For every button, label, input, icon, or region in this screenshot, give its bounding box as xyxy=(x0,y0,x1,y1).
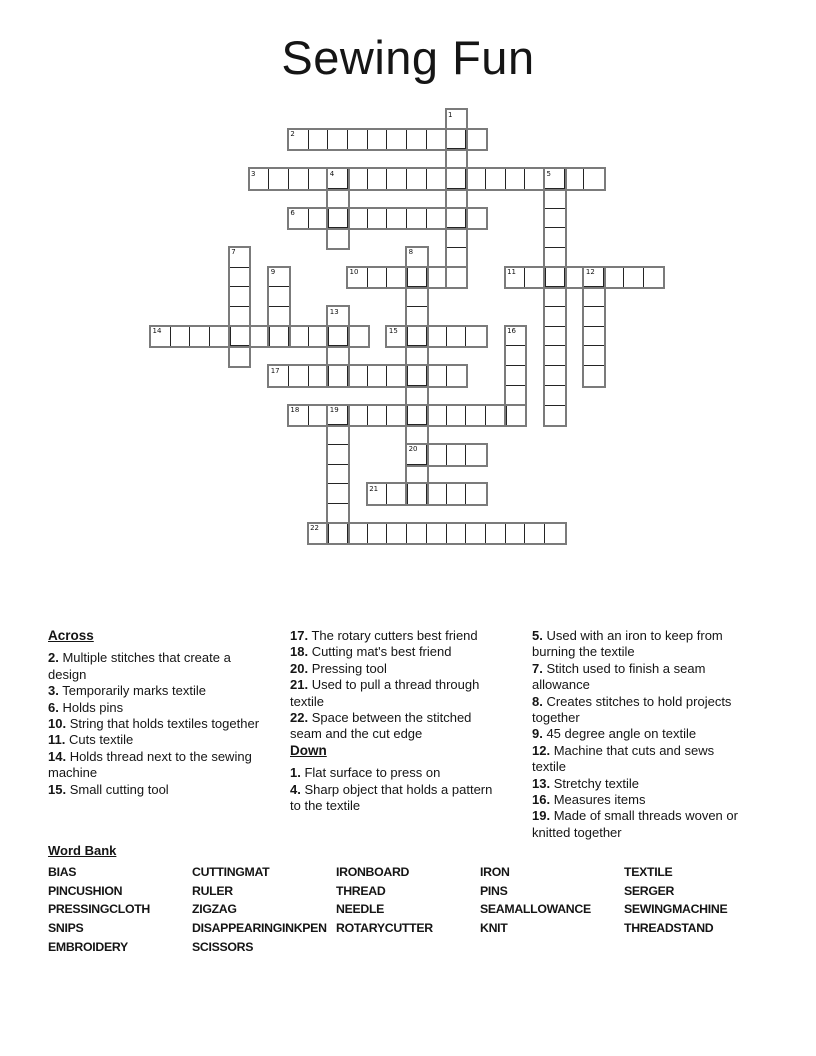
clue-down-9: 9. 45 degree angle on textile xyxy=(532,726,697,742)
crossword-cell[interactable] xyxy=(465,405,487,427)
clue-across-20: 20. Pressing tool xyxy=(290,660,387,676)
clue-across-14: 14. Holds thread next to the sewing machine xyxy=(48,748,252,781)
crossword-cell[interactable] xyxy=(406,365,428,387)
crossword-cell[interactable] xyxy=(308,326,330,348)
clue-down-12: 12. Machine that cuts and sews textile xyxy=(532,742,715,775)
crossword-cell[interactable] xyxy=(544,227,566,249)
word-bank-item: NEEDLE xyxy=(336,902,385,917)
crossword-cell[interactable] xyxy=(386,168,408,190)
clue-number: 10 xyxy=(349,268,359,277)
crossword-cell[interactable] xyxy=(446,405,468,427)
crossword-cell[interactable] xyxy=(544,405,566,427)
clue-number: 20 xyxy=(408,445,418,454)
crossword-cell[interactable] xyxy=(347,208,369,230)
crossword-cell[interactable] xyxy=(446,148,468,170)
clue-across-17: 17. The rotary cutters best friend xyxy=(290,628,478,643)
crossword-cell[interactable] xyxy=(505,168,527,190)
crossword-cell[interactable] xyxy=(446,523,468,545)
crossword-cell[interactable] xyxy=(544,345,566,367)
word-bank-item: CUTTINGMAT xyxy=(192,865,270,879)
crossword-cell[interactable] xyxy=(406,523,428,545)
clue-down-7: 7. Stitch used to finish a seam allowance xyxy=(532,660,706,693)
crossword-cell[interactable] xyxy=(426,326,448,348)
crossword-cell[interactable] xyxy=(288,365,310,387)
crossword-cell[interactable] xyxy=(327,188,349,210)
crossword-cell[interactable] xyxy=(170,326,192,348)
crossword-cell[interactable] xyxy=(386,129,408,151)
clue-number: 16 xyxy=(507,327,517,336)
crossword-cell[interactable] xyxy=(229,267,251,289)
clue-number: 3 xyxy=(251,169,256,178)
crossword-cell[interactable] xyxy=(347,168,369,190)
word-bank-item: ZIGZAG xyxy=(192,902,237,917)
crossword-cell[interactable] xyxy=(189,326,211,348)
crossword-cell[interactable] xyxy=(446,267,468,289)
clue-column-3 xyxy=(532,628,739,841)
crossword-cell[interactable] xyxy=(544,523,566,545)
crossword-cell[interactable] xyxy=(406,405,428,427)
crossword-cell[interactable] xyxy=(386,523,408,545)
clue-column-1 xyxy=(48,628,261,798)
clue-across-21: 21. Used to pull a thread through textile xyxy=(290,677,480,709)
crossword-cell[interactable] xyxy=(465,208,487,230)
crossword-cell[interactable] xyxy=(465,326,487,348)
clue-number: 2 xyxy=(290,130,295,139)
word-bank-item: BIAS xyxy=(48,865,77,879)
crossword-cell[interactable] xyxy=(347,365,369,387)
crossword-cell[interactable] xyxy=(446,326,468,348)
clue-number: 11 xyxy=(507,268,517,277)
crossword-cell[interactable] xyxy=(544,208,566,230)
crossword-cell[interactable] xyxy=(426,483,448,505)
crossword-cell[interactable] xyxy=(524,168,546,190)
clue-column-2 xyxy=(290,628,502,814)
crossword-cell[interactable] xyxy=(544,267,566,289)
crossword-cell[interactable] xyxy=(583,365,605,387)
crossword-cell[interactable] xyxy=(505,365,527,387)
crossword-cell[interactable] xyxy=(485,405,507,427)
crossword-cell[interactable] xyxy=(505,405,527,427)
crossword-cell[interactable] xyxy=(327,503,349,525)
crossword-cell[interactable] xyxy=(446,188,468,210)
clue-across-22: 22. Space between the stitched seam and the cut edge xyxy=(290,710,472,742)
crossword-cell[interactable] xyxy=(327,345,349,367)
crossword-cell[interactable] xyxy=(544,326,566,348)
crossword-cell[interactable] xyxy=(327,424,349,446)
word-bank-item: IRONBOARD xyxy=(336,865,410,879)
word-bank-column-2 xyxy=(192,863,327,957)
word-bank-item: SNIPS xyxy=(48,921,84,936)
crossword-cell[interactable] xyxy=(308,208,330,230)
clue-number: 6 xyxy=(290,209,295,217)
crossword-cell[interactable] xyxy=(406,267,428,289)
clue-number: 9 xyxy=(270,268,276,277)
crossword-cell[interactable] xyxy=(446,247,468,269)
crossword-cell[interactable] xyxy=(386,483,408,505)
clue-number: 12 xyxy=(585,268,595,277)
clue-list-heading: Down xyxy=(290,742,327,758)
crossword-cell[interactable] xyxy=(426,365,448,387)
crossword-cell[interactable] xyxy=(426,267,448,289)
word-bank-item: SCISSORS xyxy=(192,939,254,954)
word-bank-item: SEAMALLOWANCE xyxy=(480,902,591,917)
clue-number: 21 xyxy=(369,484,379,493)
word-bank-column-5 xyxy=(624,863,727,938)
crossword-cell[interactable] xyxy=(268,286,290,308)
crossword-cell[interactable] xyxy=(426,523,448,545)
crossword-cell[interactable] xyxy=(465,129,487,151)
clue-number: 5 xyxy=(546,169,551,178)
crossword-cell[interactable] xyxy=(544,247,566,269)
word-bank-column-4 xyxy=(480,863,591,938)
crossword-cell[interactable] xyxy=(446,444,468,466)
clue-number: 19 xyxy=(329,406,339,414)
crossword-cell[interactable] xyxy=(426,444,448,466)
word-bank-column-3 xyxy=(336,863,433,938)
clue-number: 1 xyxy=(448,110,453,119)
crossword-cell[interactable] xyxy=(485,168,507,190)
crossword-cell[interactable] xyxy=(643,267,665,289)
crossword-cell[interactable] xyxy=(544,306,566,328)
crossword-cell[interactable] xyxy=(327,326,349,348)
clue-across-11: 11. Cuts textile xyxy=(48,732,134,748)
crossword-cell[interactable] xyxy=(426,129,448,151)
crossword-cell[interactable] xyxy=(347,326,369,348)
word-bank-item: THREADSTAND xyxy=(624,921,714,936)
crossword-cell[interactable] xyxy=(406,345,428,367)
crossword-cell[interactable] xyxy=(406,129,428,151)
crossword-cell[interactable] xyxy=(406,168,428,190)
word-bank-item: DISAPPEARINGINKPEN xyxy=(192,921,327,936)
crossword-cell[interactable] xyxy=(229,345,251,367)
crossword-cell[interactable] xyxy=(505,385,527,407)
crossword-cell[interactable] xyxy=(347,523,369,545)
crossword-cell[interactable] xyxy=(406,286,428,308)
clue-number: 17 xyxy=(270,366,280,375)
clue-number: 14 xyxy=(152,327,162,336)
clue-across-3: 3. Temporarily marks textile xyxy=(48,683,206,699)
clue-across-10: 10. String that holds textiles together xyxy=(48,716,260,732)
crossword-cell[interactable] xyxy=(288,168,310,190)
clue-across-2: 2. Multiple stitches that create a design xyxy=(48,650,231,682)
crossword-cell[interactable] xyxy=(406,208,428,230)
clue-number: 13 xyxy=(329,307,339,316)
crossword-cell[interactable] xyxy=(229,306,251,328)
clue-down-4: 4. Sharp object that holds a pattern to the textile xyxy=(290,781,493,814)
crossword-cell[interactable] xyxy=(327,129,349,151)
crossword-cell[interactable] xyxy=(327,444,349,466)
crossword-cell[interactable] xyxy=(426,168,448,190)
clue-number: 7 xyxy=(231,248,236,257)
crossword-cell[interactable] xyxy=(367,523,389,545)
clue-number: 18 xyxy=(290,406,300,414)
crossword-cell[interactable] xyxy=(406,306,428,328)
crossword-cell[interactable] xyxy=(406,464,428,486)
clue-across-18: 18. Cutting mat's best friend xyxy=(290,644,452,660)
crossword-cell[interactable] xyxy=(564,267,586,289)
clue-down-1: 1. Flat surface to press on xyxy=(290,765,441,781)
word-bank-item: ROTARYCUTTER xyxy=(336,921,433,936)
crossword-cell[interactable] xyxy=(465,483,487,505)
crossword-cell[interactable] xyxy=(229,326,251,348)
word-bank-item: SEWINGMACHINE xyxy=(624,902,728,917)
crossword-cell[interactable] xyxy=(229,286,251,308)
crossword-cell[interactable] xyxy=(446,208,468,230)
clue-down-16: 16. Measures items xyxy=(532,792,646,808)
crossword-cell[interactable] xyxy=(386,365,408,387)
crossword-cell[interactable] xyxy=(406,424,428,446)
word-bank-heading: Word Bank xyxy=(48,843,117,858)
crossword-cell[interactable] xyxy=(446,227,468,249)
clue-down-19: 19. Made of small threads woven or knitted together xyxy=(532,808,738,840)
crossword-cell[interactable] xyxy=(386,267,408,289)
word-bank-item: THREAD xyxy=(336,883,386,898)
word-bank-item: TEXTILE xyxy=(624,865,673,879)
clue-across-15: 15. Small cutting tool xyxy=(48,781,169,797)
clue-down-5: 5. Used with an iron to keep from burning the textile xyxy=(532,628,723,660)
crossword-cell[interactable] xyxy=(583,286,605,308)
word-bank-item: EMBROIDERY xyxy=(48,939,128,954)
crossword-cell[interactable] xyxy=(308,365,330,387)
word-bank-item: KNIT xyxy=(480,921,508,936)
crossword-cell[interactable] xyxy=(327,523,349,545)
crossword-cell[interactable] xyxy=(386,405,408,427)
crossword-cell[interactable] xyxy=(367,267,389,289)
crossword-cell[interactable] xyxy=(524,523,546,545)
crossword-cell[interactable] xyxy=(465,444,487,466)
page-title: Sewing Fun xyxy=(281,31,535,84)
crossword-cell[interactable] xyxy=(426,208,448,230)
crossword-cell[interactable] xyxy=(544,286,566,308)
crossword-cell[interactable] xyxy=(544,188,566,210)
crossword-cell[interactable] xyxy=(583,345,605,367)
crossword-cell[interactable] xyxy=(406,385,428,407)
clue-list-heading: Across xyxy=(48,628,94,643)
crossword-cell[interactable] xyxy=(426,405,448,427)
crossword-cell[interactable] xyxy=(583,168,605,190)
crossword-cell[interactable] xyxy=(564,168,586,190)
clue-number: 4 xyxy=(329,169,335,178)
crossword-cell[interactable] xyxy=(505,345,527,367)
crossword-cell[interactable] xyxy=(386,208,408,230)
crossword-cell[interactable] xyxy=(406,483,428,505)
crossword-cell[interactable] xyxy=(327,464,349,486)
crossword-cell[interactable] xyxy=(268,168,290,190)
crossword-cell[interactable] xyxy=(347,129,369,151)
crossword-cell[interactable] xyxy=(583,306,605,328)
crossword-cell[interactable] xyxy=(367,365,389,387)
crossword-cell[interactable] xyxy=(544,365,566,387)
clue-number: 22 xyxy=(310,524,320,533)
crossword-cell[interactable] xyxy=(446,129,468,151)
crossword-cell[interactable] xyxy=(327,208,349,230)
crossword-cell[interactable] xyxy=(465,523,487,545)
crossword-cell[interactable] xyxy=(406,326,428,348)
crossword-cell[interactable] xyxy=(268,306,290,328)
crossword-cell[interactable] xyxy=(288,326,310,348)
crossword-cell[interactable] xyxy=(544,385,566,407)
crossword-cell[interactable] xyxy=(446,483,468,505)
crossword-cell[interactable] xyxy=(505,523,527,545)
crossword-cell[interactable] xyxy=(446,168,468,190)
crossword-cell[interactable] xyxy=(209,326,231,348)
crossword-cell[interactable] xyxy=(308,168,330,190)
crossword-cell[interactable] xyxy=(367,129,389,151)
clue-down-8: 8. Creates stitches to hold projects together xyxy=(532,693,732,726)
crossword-cell[interactable] xyxy=(485,523,507,545)
crossword-cell[interactable] xyxy=(268,326,290,348)
clue-number: 15 xyxy=(388,327,398,336)
word-bank-item: SERGER xyxy=(624,883,675,898)
crossword-cell[interactable] xyxy=(583,326,605,348)
clue-across-6: 6. Holds pins xyxy=(48,699,124,715)
crossword-cell[interactable] xyxy=(327,227,349,249)
crossword-cell[interactable] xyxy=(249,326,271,348)
crossword-cell[interactable] xyxy=(367,405,389,427)
crossword-cell[interactable] xyxy=(623,267,645,289)
crossword-cell[interactable] xyxy=(446,365,468,387)
crossword-cell[interactable] xyxy=(347,405,369,427)
word-bank-item: PRESSINGCLOTH xyxy=(48,902,150,917)
clue-down-13: 13. Stretchy textile xyxy=(532,775,639,791)
crossword-cell[interactable] xyxy=(308,129,330,151)
crossword-cell[interactable] xyxy=(524,267,546,289)
crossword-cell[interactable] xyxy=(465,168,487,190)
crossword-cell[interactable] xyxy=(603,267,625,289)
clue-number: 8 xyxy=(408,248,414,257)
crossword-cell[interactable] xyxy=(327,365,349,387)
crossword-cell[interactable] xyxy=(308,405,330,427)
word-bank-column-1 xyxy=(48,863,150,957)
word-bank-item: RULER xyxy=(192,883,233,898)
word-bank-item: PINS xyxy=(480,883,508,898)
crossword-cell[interactable] xyxy=(327,483,349,505)
crossword-cell[interactable] xyxy=(367,168,389,190)
word-bank-item: IRON xyxy=(480,865,510,879)
word-bank-item: PINCUSHION xyxy=(48,883,123,898)
crossword-cell[interactable] xyxy=(367,208,389,230)
